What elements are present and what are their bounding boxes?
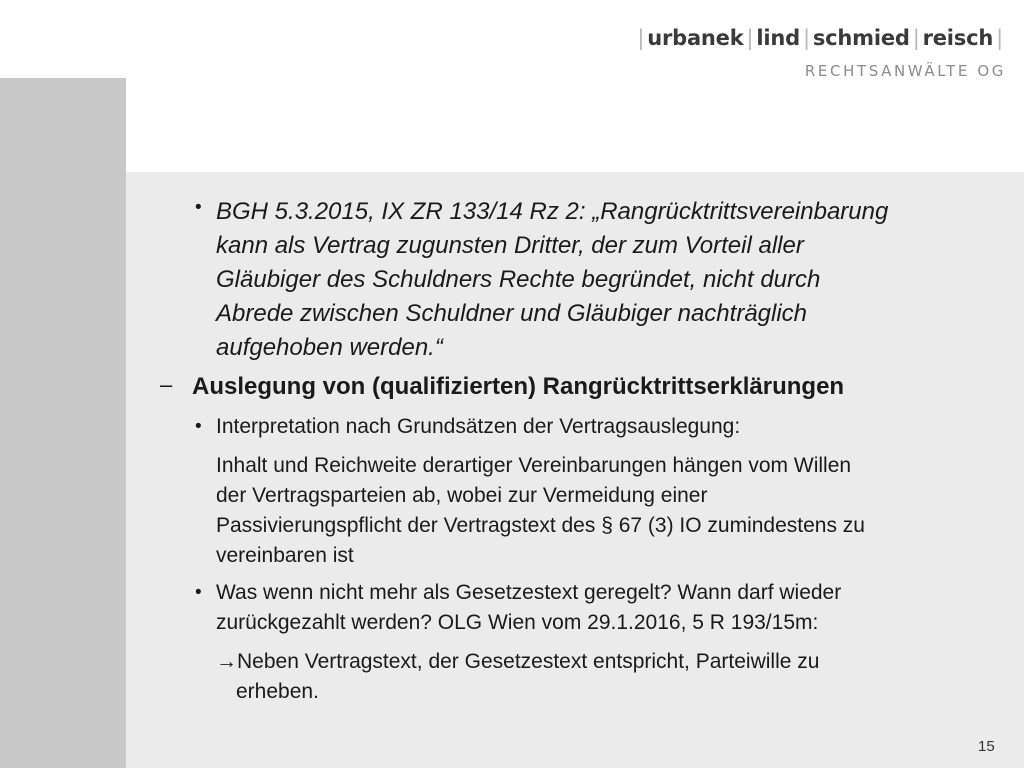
logo-name-lind: lind [756, 26, 800, 50]
text-line [216, 647, 996, 677]
logo-separator: | [637, 26, 645, 50]
interpretation-paragraph [216, 412, 1016, 442]
dash-marker: – [160, 372, 173, 397]
logo-subtitle: RECHTSANWÄLTE OG [804, 62, 1006, 80]
text-line: Abrede zwischen Schuldner und Gläubiger nachträglich [216, 300, 808, 327]
text-line: BGH 5.3.2015, IX ZR 133/14 Rz 2: „Rangrücktrittsvereinbarung [216, 198, 889, 225]
text-line: Passivierungspflicht der Vertragstext des § 67 (3) IO zumindestens zu [216, 514, 865, 537]
question-paragraph [216, 578, 1016, 638]
text-line: aufgehoben werden.“ [216, 334, 443, 361]
arrow-right-icon: → [216, 650, 237, 673]
text-line: zurückgezahlt werden? OLG Wien vom 29.1.2016, 5 R 193/15m: [216, 611, 819, 634]
content-paragraph [216, 451, 1016, 571]
page-number: 15 [978, 738, 995, 755]
logo-separator: | [802, 26, 810, 50]
logo-separator: | [746, 26, 754, 50]
arrow-paragraph [216, 647, 996, 707]
arrow-line-text: Neben Vertragstext, der Gesetzestext entspricht, Parteiwille zu [237, 650, 820, 673]
section-heading: Auslegung von (qualifizierten) Rangrücktrittserklärungen [192, 373, 845, 400]
logo-name-reisch: reisch [922, 26, 994, 50]
text-line: der Vertragsparteien ab, wobei zur Vermeidung einer [216, 484, 708, 507]
left-sidebar-bar [0, 78, 126, 768]
bullet-icon: • [195, 416, 202, 437]
text-line: Interpretation nach Grundsätzen der Vertragsauslegung: [216, 415, 741, 438]
bullet-icon: • [195, 582, 202, 603]
bullet-icon: • [195, 197, 202, 218]
text-line: kann als Vertrag zugunsten Dritter, der zum Vorteil aller [216, 232, 804, 259]
logo-name-urbanek: urbanek [647, 26, 744, 50]
text-line: vereinbaren ist [216, 544, 354, 567]
logo-name-schmied: schmied [812, 26, 910, 50]
text-line: erheben. [236, 680, 319, 703]
firm-logo [634, 26, 1006, 80]
text-line: Gläubiger des Schuldners Rechte begründet, nicht durch [216, 266, 821, 293]
logo-firm-names [634, 26, 1006, 50]
text-line: Inhalt und Reichweite derartiger Vereinbarungen hängen vom Willen [216, 454, 852, 477]
text-line: Was wenn nicht mehr als Gesetzestext geregelt? Wann darf wieder [216, 581, 842, 604]
logo-separator: | [996, 26, 1003, 50]
bgh-quote-paragraph [216, 195, 1016, 365]
logo-separator: | [912, 26, 920, 50]
